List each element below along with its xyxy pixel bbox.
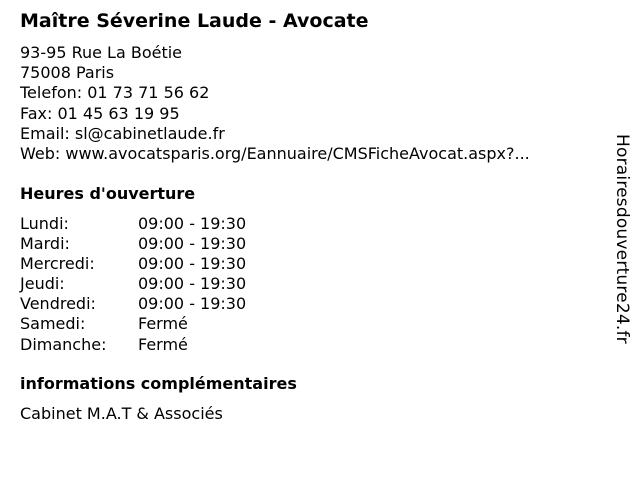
watermark-text: Horairesdouverture24.fr (612, 134, 632, 344)
contact-block (20, 43, 530, 164)
web-line (20, 144, 530, 164)
day-label: Mardi: (20, 234, 70, 254)
additional-info-heading: informations complémentaires (20, 374, 297, 393)
address-street: 93-95 Rue La Boétie (20, 43, 183, 62)
day-hours: Fermé (138, 314, 188, 334)
day-hours: 09:00 - 19:30 (138, 214, 247, 233)
page-title: Maître Séverine Laude - Avocate (20, 10, 369, 32)
day-hours: 09:00 - 19:30 (138, 294, 247, 314)
day-hours: 09:00 - 19:30 (138, 234, 247, 254)
email-line (20, 124, 530, 144)
day-label: Lundi: (20, 214, 69, 233)
email-label: Email: (20, 123, 70, 143)
opening-hours-heading: Heures d'ouverture (20, 184, 196, 203)
day-hours: 09:00 - 19:30 (138, 274, 247, 294)
web-label: Web: (20, 144, 61, 164)
additional-info-text: Cabinet M.A.T & Associés (20, 404, 223, 423)
web-link[interactable]: www.avocatsparis.org/Eannuaire/CMSFicheAvocat.aspx?... (65, 144, 530, 164)
day-label: Jeudi: (20, 274, 65, 294)
phone-number: Telefon: 01 73 71 56 62 (20, 83, 210, 103)
address-city: 75008 Paris (20, 63, 115, 83)
day-label: Dimanche: (20, 334, 107, 354)
day-label: Mercredi: (20, 254, 95, 274)
fax-number: Fax: 01 45 63 19 95 (20, 103, 180, 123)
day-label: Samedi: (20, 314, 86, 334)
email-link[interactable]: sl@cabinetlaude.fr (74, 123, 225, 143)
day-hours: Fermé (138, 334, 188, 354)
day-hours: 09:00 - 19:30 (138, 254, 247, 274)
day-label: Vendredi: (20, 294, 96, 314)
